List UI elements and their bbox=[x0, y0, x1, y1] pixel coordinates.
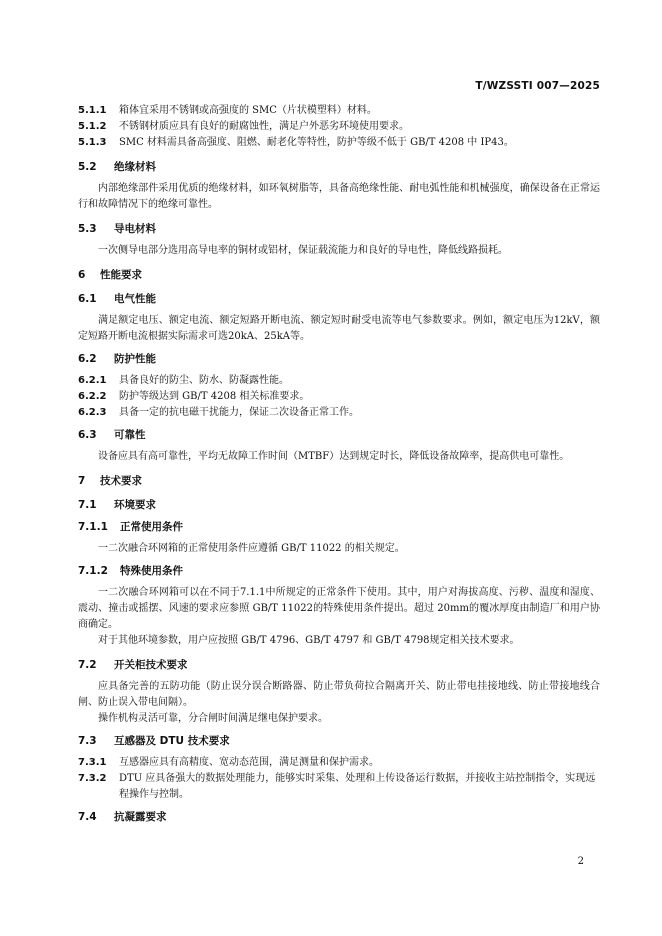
clause-number: 6.2.3 bbox=[78, 407, 107, 418]
heading-title: 开关柜技术要求 bbox=[114, 659, 188, 671]
clause-6-2-3 bbox=[78, 405, 600, 421]
paragraph-7-1-2-b: 对于其他环境参数，用户应按照 GB/T 4796、GB/T 4797 和 GB/T 4798规定相关技术要求。 bbox=[98, 635, 520, 646]
clause-number: 7.3.2 bbox=[78, 773, 107, 784]
clause-5-1-2 bbox=[78, 119, 600, 135]
clause-number: 6.2.1 bbox=[78, 375, 107, 386]
heading-title: 特殊使用条件 bbox=[120, 565, 183, 577]
heading-7-1-1 bbox=[78, 519, 600, 535]
heading-number: 6.2 bbox=[78, 353, 97, 365]
heading-number: 7.1.2 bbox=[78, 565, 108, 577]
heading-number: 7.4 bbox=[78, 811, 97, 823]
heading-7-2 bbox=[78, 657, 600, 673]
heading-title: 导电材料 bbox=[114, 223, 156, 235]
heading-number: 7.3 bbox=[78, 735, 97, 747]
heading-7-1-2 bbox=[78, 563, 600, 579]
document-code: T/WZSSTI 007—2025 bbox=[475, 80, 600, 92]
heading-title: 抗凝露要求 bbox=[114, 811, 167, 823]
heading-7-3 bbox=[78, 733, 600, 749]
paragraph-7-1-1: 一二次融合环网箱的正常使用条件应遵循 GB/T 11022 的相关规定。 bbox=[98, 543, 405, 554]
clause-text: DTU 应具备强大的数据处理能力，能够实时采集、处理和上传设备运行数据，并接收主站控制指令，实现远程操作与控制。 bbox=[119, 773, 596, 800]
heading-number: 5.2 bbox=[78, 161, 97, 173]
heading-title: 环境要求 bbox=[114, 499, 156, 511]
clause-6-2-1 bbox=[78, 373, 600, 389]
heading-6-1 bbox=[78, 291, 600, 307]
heading-number: 5.3 bbox=[78, 223, 97, 235]
heading-7 bbox=[78, 473, 600, 489]
clause-number: 5.1.2 bbox=[78, 121, 107, 132]
heading-title: 电气性能 bbox=[114, 293, 156, 305]
clause-text: 箱体宜采用不锈钢或高强度的 SMC（片状模塑料）材料。 bbox=[119, 105, 377, 116]
heading-number: 6.3 bbox=[78, 429, 97, 441]
heading-6 bbox=[78, 267, 600, 283]
clause-number: 5.1.3 bbox=[78, 137, 107, 148]
document-body bbox=[78, 103, 600, 825]
paragraph-7-1-2-a: 一二次融合环网箱可以在不同于7.1.1中所规定的正常条件下使用。其中，用户对海拔高度、污秽、温度和湿度、震动、撞击或摇摆、风速的要求应参照 GB/T 11022的特殊使用条件提出。超过 20mm的覆冰厚度由制造厂和用户协商确定。 bbox=[78, 587, 600, 630]
clause-text: 互感器应具有高精度、宽动态范围，满足测量和保护需求。 bbox=[119, 757, 379, 768]
clause-6-2-2 bbox=[78, 389, 600, 405]
heading-number: 7 bbox=[78, 475, 86, 487]
clause-7-3-2 bbox=[78, 771, 600, 803]
clause-number: 7.3.1 bbox=[78, 757, 107, 768]
heading-title: 正常使用条件 bbox=[120, 521, 183, 533]
heading-5-3 bbox=[78, 221, 600, 237]
clause-7-3-1 bbox=[78, 755, 600, 771]
clause-text: 具备一定的抗电磁干扰能力，保证二次设备正常工作。 bbox=[119, 407, 359, 418]
heading-title: 绝缘材料 bbox=[114, 161, 156, 173]
paragraph-7-2-a: 应具备完善的五防功能（防止误分误合断路器、防止带负荷拉合隔离开关、防止带电挂接地线、防止带接地线合闸、防止误入带电间隔）。 bbox=[78, 681, 600, 708]
clause-text: 防护等级达到 GB/T 4208 相关标准要求。 bbox=[119, 391, 310, 402]
heading-7-4 bbox=[78, 809, 600, 825]
heading-7-1 bbox=[78, 497, 600, 513]
clause-text: SMC 材料需具备高强度、阻燃、耐老化等特性，防护等级不低于 GB/T 4208 中 IP43。 bbox=[119, 137, 514, 148]
heading-number: 7.1.1 bbox=[78, 521, 108, 533]
clause-number: 5.1.1 bbox=[78, 105, 107, 116]
clause-5-1-3 bbox=[78, 135, 600, 151]
heading-number: 7.2 bbox=[78, 659, 97, 671]
paragraph-5-2: 内部绝缘部件采用优质的绝缘材料，如环氧树脂等，具备高绝缘性能、耐电弧性能和机械强度，确保设备在正常运行和故障情况下的绝缘可靠性。 bbox=[78, 183, 600, 210]
heading-title: 可靠性 bbox=[114, 429, 146, 441]
page-number: 2 bbox=[577, 856, 584, 867]
heading-6-3 bbox=[78, 427, 600, 443]
heading-title: 性能要求 bbox=[100, 269, 142, 281]
heading-number: 6.1 bbox=[78, 293, 97, 305]
clause-5-1-1 bbox=[78, 103, 600, 119]
paragraph-7-2-b: 操作机构灵活可靠，分合闸时间满足继电保护要求。 bbox=[98, 713, 328, 724]
heading-5-2 bbox=[78, 159, 600, 175]
heading-6-2 bbox=[78, 351, 600, 367]
heading-title: 互感器及 DTU 技术要求 bbox=[114, 735, 230, 747]
paragraph-6-3: 设备应具有高可靠性，平均无故障工作时间（MTBF）达到规定时长，降低设备故障率，提高供电可靠性。 bbox=[98, 451, 570, 462]
clause-text: 具备良好的防尘、防水、防凝露性能。 bbox=[119, 375, 289, 386]
heading-number: 7.1 bbox=[78, 499, 97, 511]
paragraph-5-3: 一次侧导电部分选用高导电率的铜材或铝材，保证载流能力和良好的导电性，降低线路损耗。 bbox=[98, 245, 508, 256]
heading-number: 6 bbox=[78, 269, 86, 281]
clause-text: 不锈钢材质应具有良好的耐腐蚀性，满足户外恶劣环境使用要求。 bbox=[119, 121, 409, 132]
clause-number: 6.2.2 bbox=[78, 391, 107, 402]
heading-title: 防护性能 bbox=[114, 353, 156, 365]
heading-title: 技术要求 bbox=[100, 475, 142, 487]
paragraph-6-1: 满足额定电压、额定电流、额定短路开断电流、额定短时耐受电流等电气参数要求。例如，额定电压为12kV，额定短路开断电流根据实际需求可选20kA、25kA等。 bbox=[78, 315, 600, 342]
